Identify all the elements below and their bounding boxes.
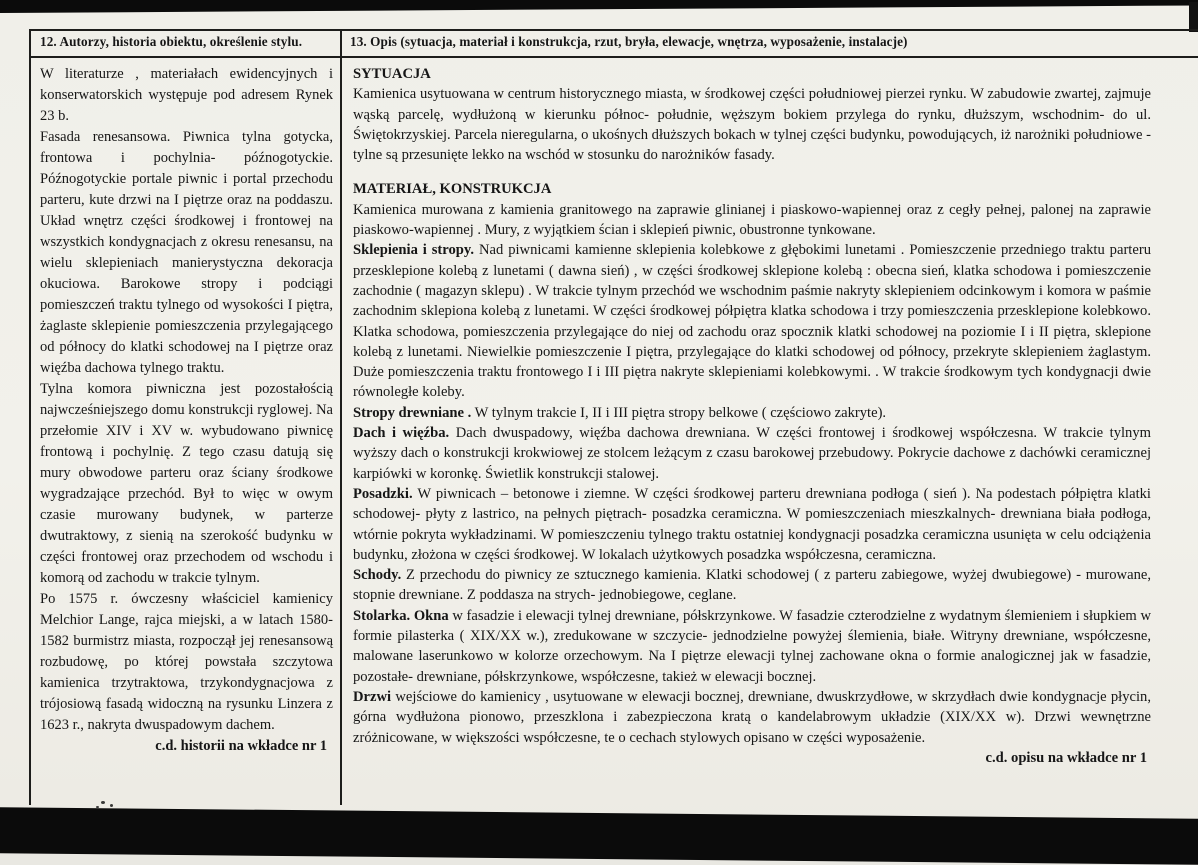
table-border-top bbox=[29, 29, 1198, 31]
paragraph bbox=[353, 423, 1151, 484]
paragraph bbox=[353, 240, 1151, 402]
heading-material-konstrukcja: MATERIAŁ, KONSTRUKCJA bbox=[353, 179, 1151, 199]
paragraph: Fasada renesansowa. Piwnica tylna gotycka, frontowa i pochylnia- późnogotyckie. Późnogotyckie portale piwnic i portal przechodu parteru, kute drzwi na I piętrze oraz na poddaszu. Układ wnętrz części środkowej i frontowej na wszystkich kondygnacjach z okresu renesansu, na wielu sklepieniach manierystyczna dekoracja okuciowa. Barokowe stropy i podciągi pomieszczeń traktu tylnego od wysokości I piętra, żaglaste sklepienie pomieszczenia przylegającego od północy do klatki schodowej na I piętrze oraz więźba dachowa tylnego traktu. bbox=[40, 127, 333, 379]
paragraph-lead: Sklepienia i stropy. bbox=[353, 242, 474, 258]
paragraph-text: Dach dwuspadowy, więźba dachowa drewniana. W części frontowej i środkowej współczesna. W trakcie tylnym wyższy dach o konstrukcji krokwiowej ze stolcem leżącym z czasu barokowej przebudowy. Pokrycie dachowe z dachówki ceramicznej karpiówki w koronkę. Świetlik konstrukcji stalowej. bbox=[353, 425, 1151, 482]
paragraph: Po 1575 r. ówczesny właściciel kamienicy Melchior Lange, rajca miejski, a w latach 1580-1582 burmistrz miasta, rozpoczął jej renesansową rozbudowę, po której powstała szczytowa kamienica trzytraktowa, trzykondygnacjowa z trójosiową fasadą widoczną na rysunku Linzera z 1623 r., nakryta dwuspadowym dachem. bbox=[40, 589, 333, 736]
paragraph bbox=[353, 565, 1151, 606]
history-column bbox=[40, 64, 333, 757]
paragraph bbox=[353, 606, 1151, 687]
scan-artifact bbox=[1189, 2, 1198, 32]
scan-edge-top bbox=[0, 0, 1198, 13]
paragraph-lead: Drzwi bbox=[353, 689, 391, 705]
paragraph bbox=[353, 484, 1151, 565]
paragraph-text: w fasadzie i elewacji tylnej drewniane, półskrzynkowe. W fasadzie czterodzielne z wydatnym ślemieniem i słupkiem w formie pilasterka ( XIX/XX w.), zredukowane w szczycie- jednodzielne powyżej ślemienia, białe. Witryny drewniane, współczesne, malowane laserunkowo w kolorze orzechowym. Na I piętrze elewacji tylnej zachowane okna o formie analogicznej jak w fasadzie, pozostałe- drewniane, półskrzynkowe, współczesne, takież w elewacji bocznej. bbox=[353, 608, 1151, 685]
description-column bbox=[353, 64, 1151, 768]
paragraph: Kamienica usytuowana w centrum historycznego miasta, w środkowej części południowej pierzei rynku. W zabudowie zwartej, zajmuje wąską parcelę, wydłużoną w kierunku północ- południe, węższym bokiem przylega do rynku, dłuższym, wschodnim- do ul. Świętokrzyskiej. Parcela nieregularna, o ukośnych dłuższych bokach w tylnej części budynku, powodujących, iż narożniki południowe -tylne są przesunięte lekko na wschód w stosunku do narożników fasady. bbox=[353, 84, 1151, 165]
paragraph-lead: Schody. bbox=[353, 567, 401, 583]
paragraph bbox=[353, 687, 1151, 748]
paragraph-text: W piwnicach – betonowe i ziemne. W części środkowej parteru drewniana podłoga ( sień ). Na podestach półpiętra klatki schodowej- płyty z lastrico, na pełnych piętrach- posadzka ceramiczna. W pomieszczeniach mieszkalnych- drewniana biała podłoga, wtórnie pokryta wykładzinami. W pomieszczeniu tylnego traktu ostatniej kondygnacji posadzka ceramiczna usunięta w celu odciążenia budynku, złożona w części środkowej. W lokalach użytkowych posadzka współczesna, ceramiczna. bbox=[353, 486, 1151, 563]
paragraph-lead: Dach i więźba. bbox=[353, 425, 449, 441]
column-divider bbox=[340, 29, 342, 805]
paragraph-text: Z przechodu do piwnicy ze sztucznego kamienia. Klatki schodowej ( z parteru zabiegowe, wyżej dwubiegowe) - murowane, stopnie drewniane. Z poddasza na strych- jednobiegowe, ceglane. bbox=[353, 567, 1151, 603]
paragraph bbox=[353, 403, 1151, 423]
table-border-left bbox=[29, 29, 31, 805]
paragraph-text: W tylnym trakcie I, II i III piętra stropy belkowe ( częściowo zakryte). bbox=[471, 405, 886, 421]
scan-artifact bbox=[110, 804, 113, 807]
section-13-header: 13. Opis (sytuacja, materiał i konstrukcja, rzut, bryła, elewacje, wnętrza, wyposażenie, instalacje) bbox=[350, 34, 1190, 50]
paragraph: Tylna komora piwniczna jest pozostałością najwcześniejszego domu konstrukcji ryglowej. Na przełomie XIV i XV w. wybudowano piwnicę frontową i pochylnię. Z tego czasu datują się mury obwodowe parteru oraz ściany środkowe wygradzające przechód. Był to więc w owym czasie murowany budynek, w parterze dwutraktowy, z sienią na szerokość budynku w części frontowej oraz przechodem od wschodu i komorą od zachodu w trakcie tylnym. bbox=[40, 379, 333, 589]
continuation-note-history: c.d. historii na wkładce nr 1 bbox=[40, 736, 333, 757]
table-border-header bbox=[29, 56, 1198, 58]
section-12-header: 12. Autorzy, historia obiektu, określenie stylu. bbox=[40, 34, 336, 50]
paragraph-lead: Posadzki. bbox=[353, 486, 413, 502]
paragraph-lead: Stropy drewniane . bbox=[353, 405, 471, 421]
paragraph-text: Nad piwnicami kamienne sklepienia kolebkowe z głębokimi lunetami . Pomieszczenie przedniego traktu parteru przesklepione kolebą z lunetami ( dawna sień) , w części środkowej sklepione kolebą : obecna sień, klatka schodowa i pomieszczenie zachodnie ( magazyn sklepu) . W trakcie tylnym przechód we wschodnim paśmie nakryty sklepieniem odcinkowym i komora w paśmie zachodnim sklepiona kolebą z lunetami. W części środkowej półpiętra klatka schodowa i trzy pomieszczenia przesklepione kolebkowo. Klatka schodowa, pomieszczenia przylegające do niej od zachodu oraz spocznik klatki schodowej na poziomie I i II piętra, sklepione kolebą z lunetami. Niewielkie pomieszczenie I piętra, przylegające do klatki schodowej od północy, przekryte sklepieniem żaglastym. Duże pomieszczenia traktu frontowego I i III piętra nakryte sklepieniami kolebkowymi. . W trakcie środkowym tych kondygnacji dwie równoległe koleby. bbox=[353, 242, 1151, 400]
paragraph-text: wejściowe do kamienicy , usytuowane w elewacji bocznej, drewniane, dwuskrzydłowe, w skrzydłach dwie kondygnacje płycin, górna wydłużona pionowo, przeszklona i zabezpieczona kratą o kandelabrowym układzie (XIX/XX w). Drzwi wewnętrzne zróżnicowane, w większości współczesne, te o cechach stylowych opisano w części wyposażenie. bbox=[353, 689, 1151, 746]
paragraph-text: Kamienica murowana z kamienia granitowego na zaprawie glinianej i piaskowo-wapiennej oraz z cegły pełnej, palonej na zaprawie piaskowo-wapiennej . Mury, z wyjątkiem ścian i sklepień piwnic, obustronne tynkowane. bbox=[353, 202, 1151, 238]
continuation-note-description: c.d. opisu na wkładce nr 1 bbox=[353, 748, 1151, 768]
paragraph bbox=[353, 200, 1151, 241]
paragraph: W literaturze , materiałach ewidencyjnych i konserwatorskich występuje pod adresem Rynek 23 b. bbox=[40, 64, 333, 127]
heading-sytuacja: SYTUACJA bbox=[353, 64, 1151, 84]
scan-artifact bbox=[101, 801, 105, 804]
scan-edge-bottom bbox=[0, 807, 1198, 865]
paragraph-lead: Stolarka. Okna bbox=[353, 608, 449, 624]
